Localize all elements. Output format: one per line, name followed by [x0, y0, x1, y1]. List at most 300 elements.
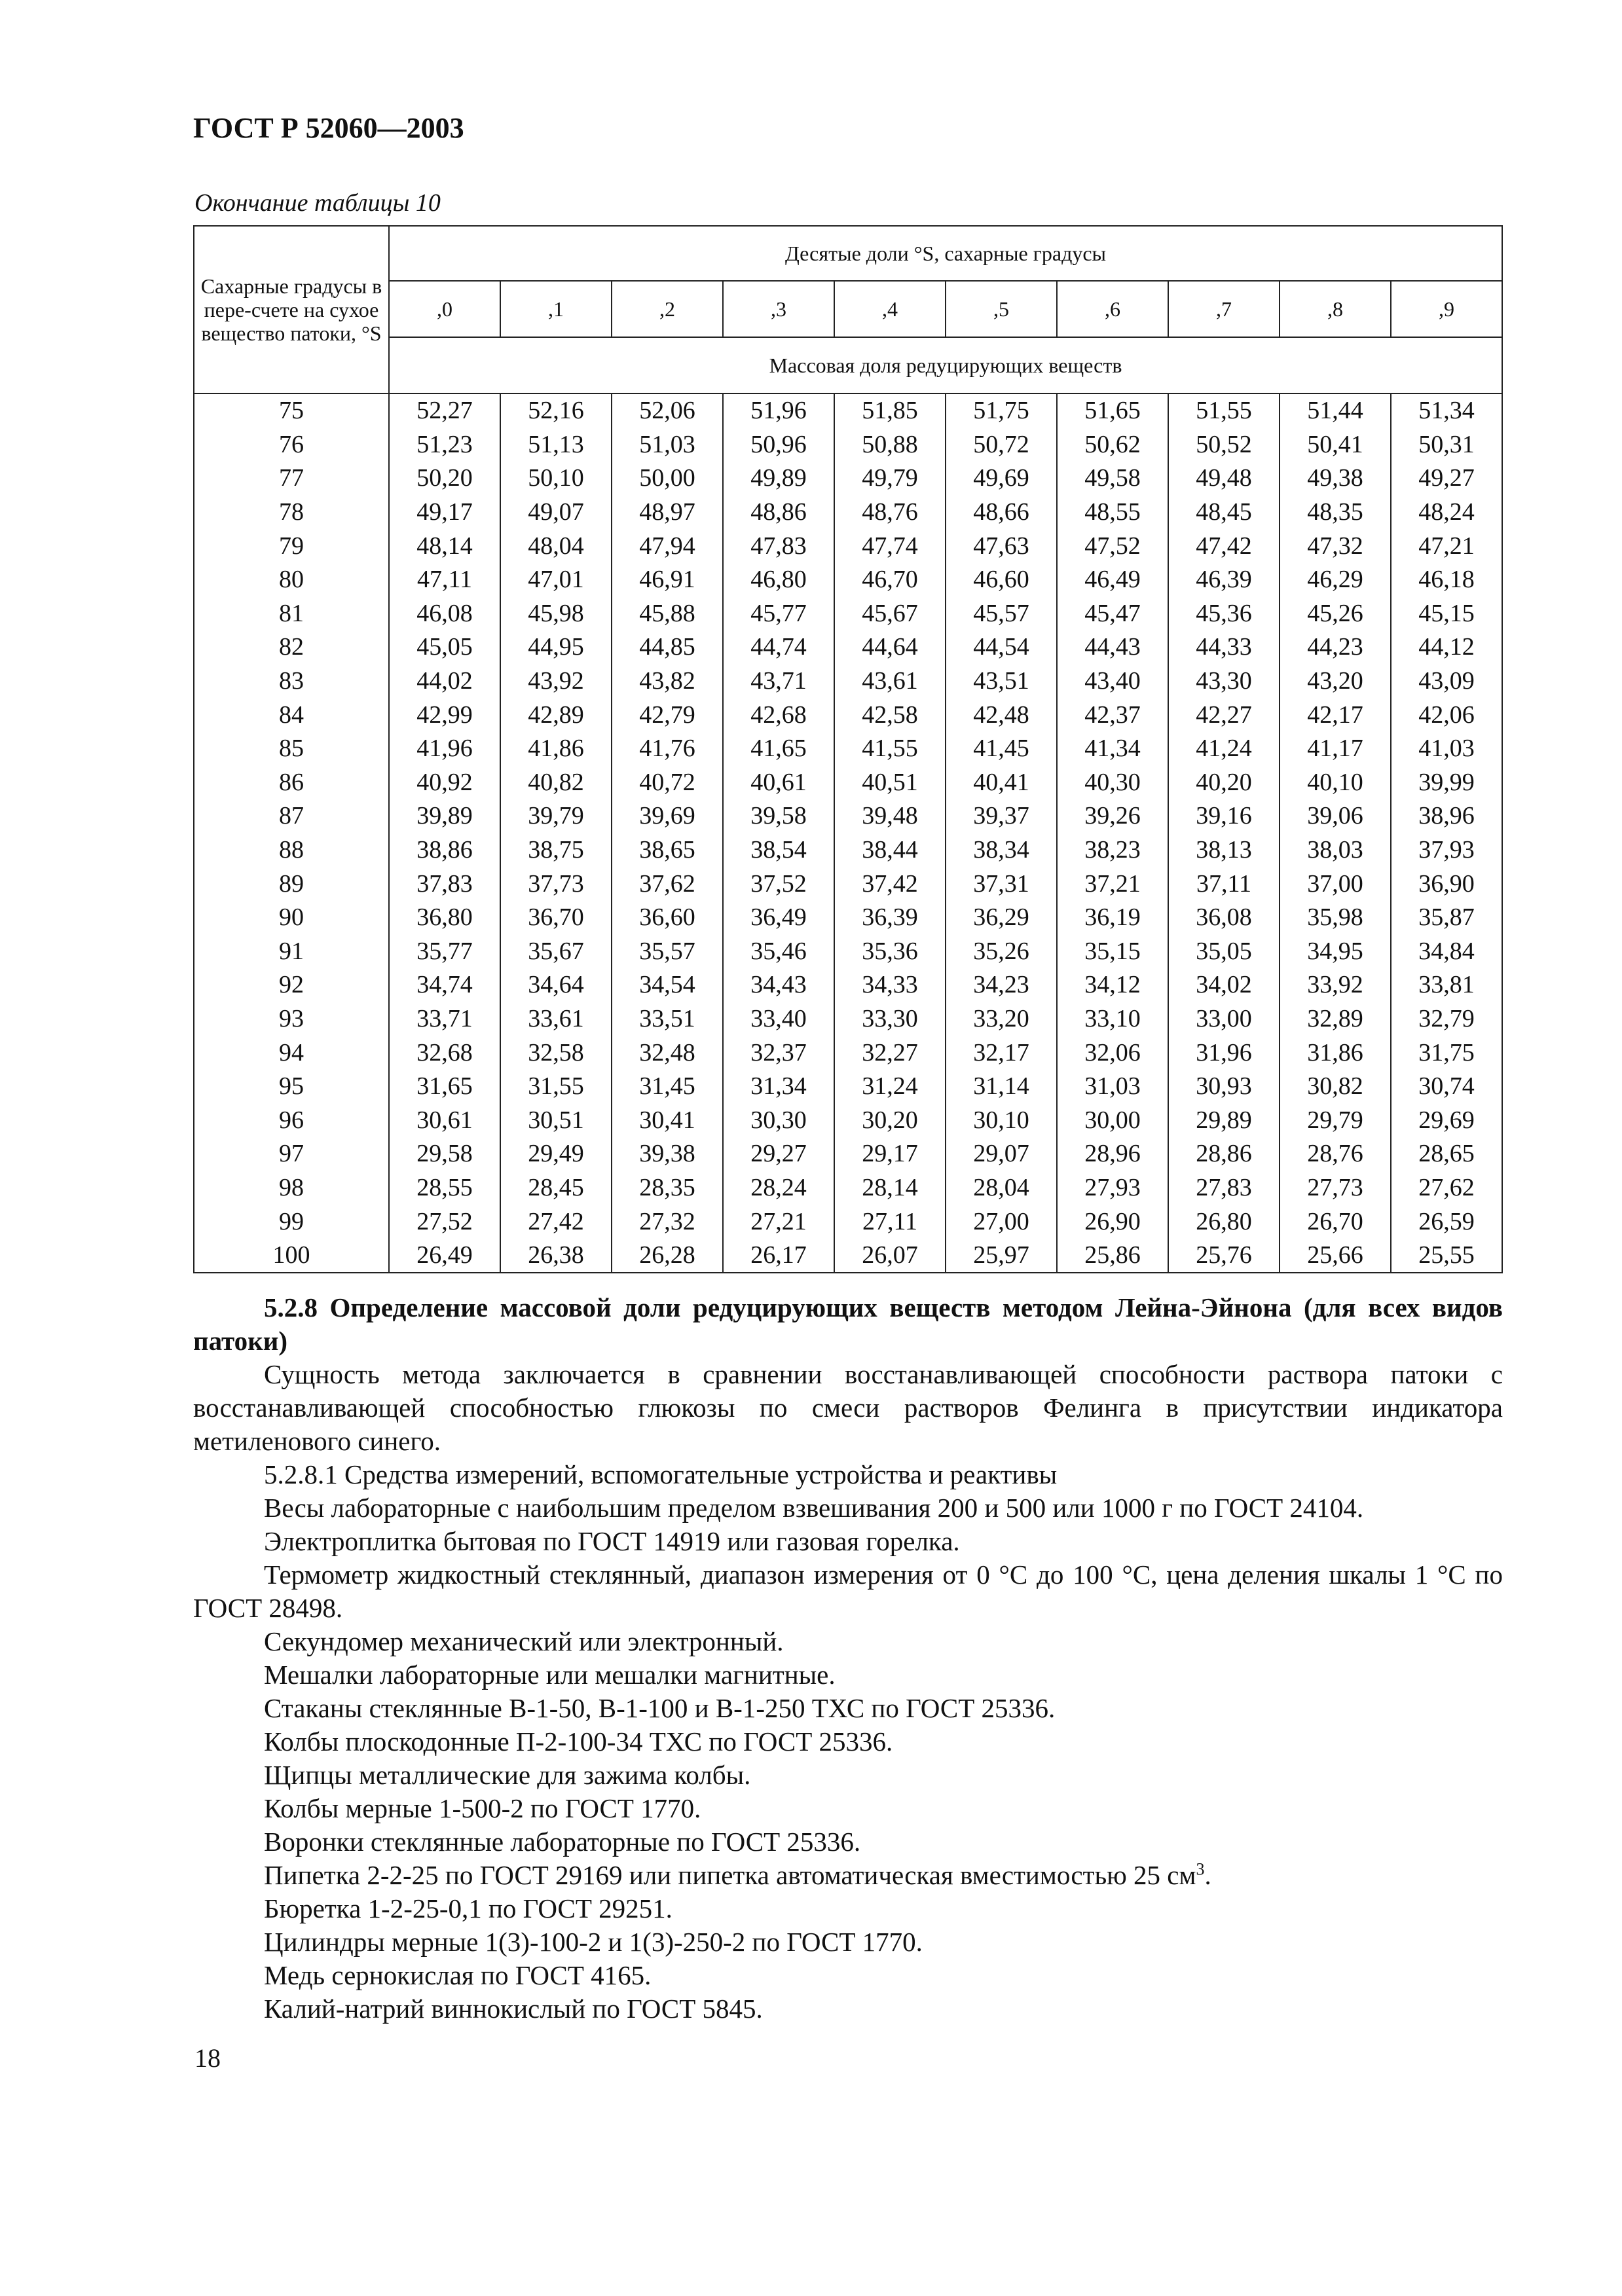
table-cell: 31,24 — [834, 1070, 946, 1104]
table-cell: 52,27 — [389, 393, 500, 428]
table-cell: 25,66 — [1280, 1239, 1391, 1273]
row-degree: 80 — [194, 563, 389, 597]
decimal-column-header: ,1 — [500, 281, 612, 337]
table-cell: 51,96 — [723, 393, 834, 428]
table-cell: 44,43 — [1057, 630, 1168, 665]
table-cell: 44,12 — [1391, 630, 1502, 665]
section-intro: Сущность метода заключается в сравнении восстанавливающей способности раствора патоки с восстанавливающей способностью глюкозы по смеси растворов Фелинга в присутствии индикатора метиленового синего. — [193, 1359, 1503, 1456]
table-cell: 40,51 — [834, 766, 946, 800]
row-degree: 92 — [194, 968, 389, 1002]
table-cell: 47,74 — [834, 529, 946, 563]
table-row — [194, 799, 1502, 833]
table-cell: 40,30 — [1057, 766, 1168, 800]
table-cell: 32,27 — [834, 1036, 946, 1070]
table-cell: 36,19 — [1057, 901, 1168, 935]
table-cell: 48,55 — [1057, 496, 1168, 530]
table-cell: 29,27 — [723, 1137, 834, 1171]
table-cell: 42,79 — [612, 698, 723, 732]
row-degree: 87 — [194, 799, 389, 833]
table-cell: 50,20 — [389, 462, 500, 496]
row-degree: 77 — [194, 462, 389, 496]
table-cell: 41,03 — [1391, 732, 1502, 766]
table-cell: 40,72 — [612, 766, 723, 800]
table-cell: 27,93 — [1057, 1171, 1168, 1205]
equipment-item-text: Секундомер механический или электронный. — [264, 1626, 784, 1656]
table-cell: 29,58 — [389, 1137, 500, 1171]
equipment-item — [193, 1892, 1503, 1925]
table-cell: 38,44 — [834, 833, 946, 867]
table-caption: Окончание таблицы 10 — [194, 189, 441, 217]
table-cell: 38,54 — [723, 833, 834, 867]
table-cell: 34,74 — [389, 968, 500, 1002]
table-cell: 32,37 — [723, 1036, 834, 1070]
table-cell: 39,26 — [1057, 799, 1168, 833]
table-row — [194, 393, 1502, 428]
table-cell: 47,83 — [723, 529, 834, 563]
table-cell: 26,59 — [1391, 1205, 1502, 1239]
table-cell: 33,30 — [834, 1002, 946, 1036]
table-cell: 39,48 — [834, 799, 946, 833]
table-cell: 43,51 — [946, 665, 1057, 699]
table-cell: 42,99 — [389, 698, 500, 732]
table-cell: 50,52 — [1168, 428, 1280, 462]
table-cell: 40,41 — [946, 766, 1057, 800]
table-cell: 27,21 — [723, 1205, 834, 1239]
table-row — [194, 462, 1502, 496]
table-row — [194, 1036, 1502, 1070]
table-cell: 31,96 — [1168, 1036, 1280, 1070]
table-cell: 43,61 — [834, 665, 946, 699]
table-cell: 43,20 — [1280, 665, 1391, 699]
row-degree: 94 — [194, 1036, 389, 1070]
table-cell: 49,69 — [946, 462, 1057, 496]
table-cell: 45,57 — [946, 597, 1057, 631]
table-cell: 35,87 — [1391, 901, 1502, 935]
table-cell: 45,67 — [834, 597, 946, 631]
table-row — [194, 1239, 1502, 1273]
table-cell: 47,42 — [1168, 529, 1280, 563]
table-cell: 28,76 — [1280, 1137, 1391, 1171]
table-cell: 27,11 — [834, 1205, 946, 1239]
table-cell: 36,80 — [389, 901, 500, 935]
table-cell: 34,33 — [834, 968, 946, 1002]
table-row — [194, 496, 1502, 530]
table-cell: 46,08 — [389, 597, 500, 631]
corner-header: Сахарные градусы в пере-счете на сухое вещество патоки, °S — [194, 226, 389, 393]
equipment-item — [193, 1825, 1503, 1859]
table-cell: 39,69 — [612, 799, 723, 833]
table-cell: 34,95 — [1280, 935, 1391, 969]
value-header: Массовая доля редуцирующих веществ — [389, 337, 1502, 393]
table-cell: 32,58 — [500, 1036, 612, 1070]
table-cell: 48,86 — [723, 496, 834, 530]
table-cell: 26,90 — [1057, 1205, 1168, 1239]
table-cell: 51,13 — [500, 428, 612, 462]
equipment-item — [193, 1658, 1503, 1692]
table-row — [194, 867, 1502, 901]
decimal-columns-row — [194, 281, 1502, 337]
row-degree: 91 — [194, 935, 389, 969]
row-degree: 79 — [194, 529, 389, 563]
decimal-column-header: ,9 — [1391, 281, 1502, 337]
table-row — [194, 698, 1502, 732]
table-cell: 51,55 — [1168, 393, 1280, 428]
table-cell: 45,05 — [389, 630, 500, 665]
table-cell: 35,67 — [500, 935, 612, 969]
table-cell: 28,65 — [1391, 1137, 1502, 1171]
equipment-item-text: Бюретка 1-2-25-0,1 по ГОСТ 29251. — [264, 1893, 673, 1923]
table-cell: 31,45 — [612, 1070, 723, 1104]
table-cell: 36,29 — [946, 901, 1057, 935]
table-cell: 29,69 — [1391, 1103, 1502, 1137]
table-cell: 36,49 — [723, 901, 834, 935]
table-cell: 48,14 — [389, 529, 500, 563]
table-cell: 38,13 — [1168, 833, 1280, 867]
table-cell: 51,44 — [1280, 393, 1391, 428]
row-degree: 84 — [194, 698, 389, 732]
equipment-item-text: Медь сернокислая по ГОСТ 4165. — [264, 1960, 652, 1990]
table-cell: 26,17 — [723, 1239, 834, 1273]
section-heading: 5.2.8 Определение массовой доли редуцирующих веществ методом Лейна-Эйнона (для всех видов патоки) — [193, 1292, 1503, 1356]
table-cell: 39,38 — [612, 1137, 723, 1171]
table-cell: 40,10 — [1280, 766, 1391, 800]
table-cell: 33,71 — [389, 1002, 500, 1036]
table-cell: 41,17 — [1280, 732, 1391, 766]
table-cell: 28,86 — [1168, 1137, 1280, 1171]
table-cell: 48,97 — [612, 496, 723, 530]
row-degree: 88 — [194, 833, 389, 867]
row-degree: 99 — [194, 1205, 389, 1239]
table-row — [194, 1137, 1502, 1171]
table-row — [194, 1205, 1502, 1239]
table-cell: 30,82 — [1280, 1070, 1391, 1104]
table-cell: 42,89 — [500, 698, 612, 732]
table-cell: 30,74 — [1391, 1070, 1502, 1104]
table-cell: 41,65 — [723, 732, 834, 766]
page-number: 18 — [194, 2043, 221, 2073]
table-cell: 30,41 — [612, 1103, 723, 1137]
table-cell: 37,31 — [946, 867, 1057, 901]
table-cell: 37,83 — [389, 867, 500, 901]
table-cell: 40,20 — [1168, 766, 1280, 800]
unit-superscript: 3 — [1196, 1859, 1205, 1879]
equipment-item-text: Цилиндры мерные 1(3)-100-2 и 1(3)-250-2 по ГОСТ 1770. — [264, 1927, 923, 1957]
table-cell: 38,34 — [946, 833, 1057, 867]
table-cell: 50,31 — [1391, 428, 1502, 462]
table-cell: 34,02 — [1168, 968, 1280, 1002]
equipment-item-text: Стаканы стеклянные В-1-50, В-1-100 и В-1-250 ТХС по ГОСТ 25336. — [264, 1693, 1056, 1723]
row-degree: 90 — [194, 901, 389, 935]
table-cell: 31,03 — [1057, 1070, 1168, 1104]
table-cell: 50,41 — [1280, 428, 1391, 462]
table-cell: 43,92 — [500, 665, 612, 699]
table-cell: 45,26 — [1280, 597, 1391, 631]
equipment-item — [193, 1491, 1503, 1525]
table-cell: 33,81 — [1391, 968, 1502, 1002]
table-cell: 34,64 — [500, 968, 612, 1002]
table-row — [194, 1171, 1502, 1205]
table-cell: 51,75 — [946, 393, 1057, 428]
table-cell: 51,34 — [1391, 393, 1502, 428]
table-cell: 30,20 — [834, 1103, 946, 1137]
row-degree: 75 — [194, 393, 389, 428]
table-cell: 35,98 — [1280, 901, 1391, 935]
equipment-item — [193, 1725, 1503, 1758]
equipment-item — [193, 1625, 1503, 1658]
row-degree: 96 — [194, 1103, 389, 1137]
table-cell: 50,88 — [834, 428, 946, 462]
table-cell: 28,35 — [612, 1171, 723, 1205]
table-cell: 26,70 — [1280, 1205, 1391, 1239]
equipment-item — [193, 1859, 1503, 1892]
table-cell: 25,55 — [1391, 1239, 1502, 1273]
table-cell: 29,89 — [1168, 1103, 1280, 1137]
table-cell: 36,39 — [834, 901, 946, 935]
row-degree: 98 — [194, 1171, 389, 1205]
table-cell: 32,79 — [1391, 1002, 1502, 1036]
table-cell: 41,24 — [1168, 732, 1280, 766]
table-cell: 33,51 — [612, 1002, 723, 1036]
table-cell: 36,90 — [1391, 867, 1502, 901]
table-cell: 29,49 — [500, 1137, 612, 1171]
table-row — [194, 563, 1502, 597]
row-degree: 78 — [194, 496, 389, 530]
table-cell: 40,92 — [389, 766, 500, 800]
row-degree: 89 — [194, 867, 389, 901]
table-cell: 34,12 — [1057, 968, 1168, 1002]
document-header: ГОСТ Р 52060—2003 — [193, 112, 464, 144]
data-table — [193, 225, 1503, 1273]
table-row — [194, 597, 1502, 631]
table-cell: 36,60 — [612, 901, 723, 935]
table-row — [194, 833, 1502, 867]
table-cell: 44,02 — [389, 665, 500, 699]
table-cell: 30,00 — [1057, 1103, 1168, 1137]
table-cell: 33,92 — [1280, 968, 1391, 1002]
table-cell: 32,06 — [1057, 1036, 1168, 1070]
equipment-item — [193, 1959, 1503, 1992]
table-body — [194, 393, 1502, 1273]
table-cell: 43,71 — [723, 665, 834, 699]
decimal-header: Десятые доли °S, сахарные градусы — [389, 226, 1502, 281]
table-cell: 46,60 — [946, 563, 1057, 597]
table-cell: 25,86 — [1057, 1239, 1168, 1273]
table-row — [194, 665, 1502, 699]
table-cell: 45,15 — [1391, 597, 1502, 631]
row-degree: 81 — [194, 597, 389, 631]
table-cell: 33,20 — [946, 1002, 1057, 1036]
table-cell: 30,51 — [500, 1103, 612, 1137]
table-row — [194, 732, 1502, 766]
table-cell: 39,79 — [500, 799, 612, 833]
table-cell: 52,06 — [612, 393, 723, 428]
table-cell: 46,29 — [1280, 563, 1391, 597]
table-cell: 28,45 — [500, 1171, 612, 1205]
table-cell: 32,48 — [612, 1036, 723, 1070]
table-cell: 30,30 — [723, 1103, 834, 1137]
table-cell: 43,82 — [612, 665, 723, 699]
equipment-item-text: Щипцы металлические для зажима колбы. — [264, 1760, 751, 1790]
table-cell: 26,38 — [500, 1239, 612, 1273]
table-cell: 42,17 — [1280, 698, 1391, 732]
equipment-item — [193, 1992, 1503, 2026]
table-row — [194, 901, 1502, 935]
table-row — [194, 1103, 1502, 1137]
equipment-item-text: Колбы плоскодонные П-2-100-34 ТХС по ГОСТ 25336. — [264, 1726, 893, 1757]
table-cell: 51,23 — [389, 428, 500, 462]
table-cell: 35,77 — [389, 935, 500, 969]
table-cell: 43,09 — [1391, 665, 1502, 699]
equipment-item-text: Пипетка 2-2-25 по ГОСТ 29169 или пипетка автоматическая вместимостью 25 см — [264, 1860, 1196, 1890]
equipment-item — [193, 1758, 1503, 1792]
table-cell: 37,00 — [1280, 867, 1391, 901]
table-cell: 47,52 — [1057, 529, 1168, 563]
table-cell: 31,75 — [1391, 1036, 1502, 1070]
equipment-item-text: Электроплитка бытовая по ГОСТ 14919 или газовая горелка. — [264, 1526, 960, 1556]
equipment-item — [193, 1525, 1503, 1558]
equipment-item — [193, 1692, 1503, 1725]
table-cell: 48,66 — [946, 496, 1057, 530]
table-cell: 31,34 — [723, 1070, 834, 1104]
table-cell: 46,91 — [612, 563, 723, 597]
table-cell: 48,04 — [500, 529, 612, 563]
table-cell: 37,42 — [834, 867, 946, 901]
table-cell: 50,62 — [1057, 428, 1168, 462]
table-cell: 25,97 — [946, 1239, 1057, 1273]
table-cell: 42,68 — [723, 698, 834, 732]
table-cell: 47,21 — [1391, 529, 1502, 563]
row-degree: 85 — [194, 732, 389, 766]
table-cell: 37,21 — [1057, 867, 1168, 901]
equipment-item-text: Воронки стеклянные лабораторные по ГОСТ 25336. — [264, 1827, 861, 1857]
table-cell: 30,61 — [389, 1103, 500, 1137]
table-cell: 42,58 — [834, 698, 946, 732]
table-row — [194, 1070, 1502, 1104]
table-cell: 28,96 — [1057, 1137, 1168, 1171]
table-cell: 25,76 — [1168, 1239, 1280, 1273]
table-cell: 27,73 — [1280, 1171, 1391, 1205]
table-cell: 48,45 — [1168, 496, 1280, 530]
table-row — [194, 630, 1502, 665]
table-cell: 33,61 — [500, 1002, 612, 1036]
table-cell: 39,58 — [723, 799, 834, 833]
table-cell: 39,16 — [1168, 799, 1280, 833]
table-cell: 49,17 — [389, 496, 500, 530]
table-cell: 47,63 — [946, 529, 1057, 563]
table-cell: 42,37 — [1057, 698, 1168, 732]
table-cell: 34,23 — [946, 968, 1057, 1002]
table-cell: 30,93 — [1168, 1070, 1280, 1104]
equipment-item — [193, 1925, 1503, 1959]
table-cell: 42,48 — [946, 698, 1057, 732]
table-cell: 29,79 — [1280, 1103, 1391, 1137]
table-cell: 37,93 — [1391, 833, 1502, 867]
table-cell: 34,84 — [1391, 935, 1502, 969]
table-cell: 27,83 — [1168, 1171, 1280, 1205]
table-cell: 49,38 — [1280, 462, 1391, 496]
table-cell: 35,26 — [946, 935, 1057, 969]
decimal-column-header: ,2 — [612, 281, 723, 337]
table-cell: 42,27 — [1168, 698, 1280, 732]
equipment-item-text: Термометр жидкостный стеклянный, диапазон измерения от 0 °С до 100 °С, цена деления шкалы 1 °С по ГОСТ 28498. — [193, 1559, 1503, 1623]
table-cell: 48,35 — [1280, 496, 1391, 530]
equipment-item — [193, 1792, 1503, 1825]
table-cell: 32,68 — [389, 1036, 500, 1070]
table-cell: 44,64 — [834, 630, 946, 665]
decimal-column-header: ,7 — [1168, 281, 1280, 337]
table-cell: 50,96 — [723, 428, 834, 462]
equipment-item-text: Калий-натрий виннокислый по ГОСТ 5845. — [264, 1994, 763, 2024]
table-cell: 49,79 — [834, 462, 946, 496]
section-subheading: 5.2.8.1 Средства измерений, вспомогательные устройства и реактивы — [264, 1459, 1058, 1489]
table-cell: 37,62 — [612, 867, 723, 901]
row-degree: 76 — [194, 428, 389, 462]
table-cell: 51,65 — [1057, 393, 1168, 428]
table-cell: 27,42 — [500, 1205, 612, 1239]
table-cell: 39,37 — [946, 799, 1057, 833]
table-cell: 27,00 — [946, 1205, 1057, 1239]
table-cell: 31,86 — [1280, 1036, 1391, 1070]
table-cell: 44,74 — [723, 630, 834, 665]
table-cell: 40,82 — [500, 766, 612, 800]
table-row — [194, 935, 1502, 969]
table-cell: 44,85 — [612, 630, 723, 665]
table-row — [194, 766, 1502, 800]
table-cell: 35,46 — [723, 935, 834, 969]
equipment-item-text: Весы лабораторные с наибольшим пределом взвешивания 200 и 500 или 1000 г по ГОСТ 24104. — [264, 1493, 1364, 1523]
table-cell: 45,88 — [612, 597, 723, 631]
table-cell: 29,07 — [946, 1137, 1057, 1171]
table-cell: 41,55 — [834, 732, 946, 766]
table-cell: 52,16 — [500, 393, 612, 428]
decimal-column-header: ,3 — [723, 281, 834, 337]
table-cell: 44,54 — [946, 630, 1057, 665]
row-degree: 100 — [194, 1239, 389, 1273]
table-cell: 50,10 — [500, 462, 612, 496]
table-cell: 36,70 — [500, 901, 612, 935]
table-cell: 27,62 — [1391, 1171, 1502, 1205]
table-cell: 31,65 — [389, 1070, 500, 1104]
decimal-column-header: ,6 — [1057, 281, 1168, 337]
table-cell: 37,52 — [723, 867, 834, 901]
table-cell: 45,36 — [1168, 597, 1280, 631]
table-cell: 51,85 — [834, 393, 946, 428]
row-degree: 83 — [194, 665, 389, 699]
table-cell: 49,58 — [1057, 462, 1168, 496]
table-cell: 47,32 — [1280, 529, 1391, 563]
table-cell: 50,72 — [946, 428, 1057, 462]
table-cell: 41,86 — [500, 732, 612, 766]
table-cell: 38,75 — [500, 833, 612, 867]
table-cell: 35,05 — [1168, 935, 1280, 969]
table-cell: 43,30 — [1168, 665, 1280, 699]
table-cell: 51,03 — [612, 428, 723, 462]
table-cell: 38,96 — [1391, 799, 1502, 833]
decimal-column-header: ,0 — [389, 281, 500, 337]
table-cell: 39,89 — [389, 799, 500, 833]
table-cell: 47,94 — [612, 529, 723, 563]
row-degree: 82 — [194, 630, 389, 665]
table-cell: 38,23 — [1057, 833, 1168, 867]
table-cell: 49,89 — [723, 462, 834, 496]
table-cell: 43,40 — [1057, 665, 1168, 699]
decimal-column-header: ,4 — [834, 281, 946, 337]
table-cell: 38,86 — [389, 833, 500, 867]
table-cell: 41,96 — [389, 732, 500, 766]
table-cell: 34,43 — [723, 968, 834, 1002]
table-row — [194, 968, 1502, 1002]
table-cell: 37,73 — [500, 867, 612, 901]
